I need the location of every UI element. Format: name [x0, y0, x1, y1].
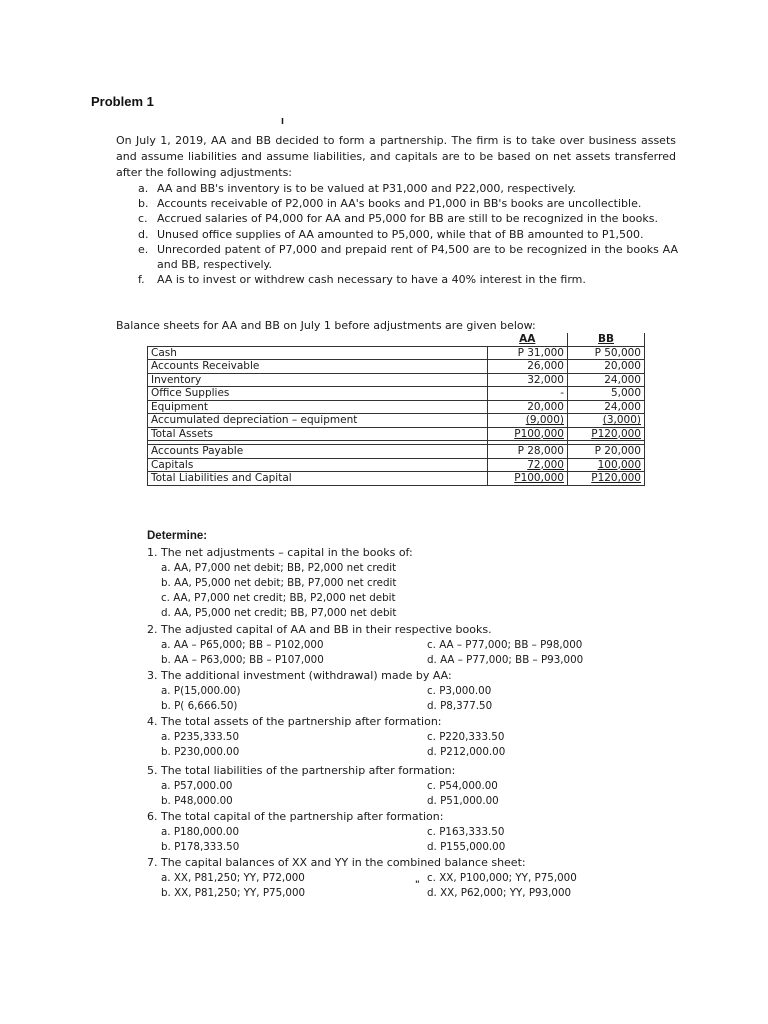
- bb-value: 100,000: [568, 458, 645, 472]
- bb-value: 5,000: [568, 387, 645, 401]
- question-1-option-a: a. AA, P7,000 net debit; BB, P2,000 net credit: [161, 562, 397, 574]
- balance-sheet-table: [147, 333, 645, 486]
- row-label: Accounts Payable: [148, 445, 488, 459]
- row-label: Capitals: [148, 458, 488, 472]
- adjustment-item: [116, 181, 678, 196]
- adjustment-item: [116, 242, 678, 272]
- balance-sheet-intro: Balance sheets for AA and BB on July 1 before adjustments are given below:: [116, 319, 536, 332]
- question-5-option-c: c. P54,000.00: [427, 780, 498, 792]
- question-5: 5. The total liabilities of the partnership after formation:: [147, 764, 456, 777]
- question-1-option-b: b. AA, P5,000 net debit; BB, P7,000 net credit: [161, 577, 397, 589]
- table-row: [148, 400, 645, 414]
- adjustment-text: Unrecorded patent of P7,000 and prepaid rent of P4,500 are to be recognized in the books AA and BB, respectively.: [157, 242, 678, 272]
- question-2-option-c: c. AA – P77,000; BB – P98,000: [427, 639, 583, 651]
- header-bb: BB: [568, 333, 645, 346]
- question-3-option-d: d. P8,377.50: [427, 700, 493, 712]
- header-blank: [148, 333, 488, 346]
- bb-total: P120,000: [568, 472, 645, 486]
- question-3-option-b: b. P( 6,666.50): [161, 700, 238, 712]
- row-label: Accounts Receivable: [148, 360, 488, 374]
- adjustment-item: [116, 196, 678, 211]
- adjustment-item: [116, 272, 678, 287]
- row-label: Total Assets: [148, 427, 488, 441]
- adjustment-text: Accrued salaries of P4,000 for AA and P5,000 for BB are still to be recognized in the books.: [157, 212, 658, 226]
- table-row: [148, 427, 645, 441]
- aa-value: (9,000): [488, 414, 568, 428]
- row-label: Inventory: [148, 373, 488, 387]
- header-aa: AA: [488, 333, 568, 346]
- question-7-option-c: c. XX, P100,000; YY, P75,000: [427, 872, 577, 884]
- adjustment-letter: c.: [138, 212, 148, 226]
- question-6-option-a: a. P180,000.00: [161, 826, 240, 838]
- question-2-option-d: d. AA – P77,000; BB – P93,000: [427, 654, 584, 666]
- question-4-option-c: c. P220,333.50: [427, 731, 505, 743]
- adjustment-text: Accounts receivable of P2,000 in AA's books and P1,000 in BB's books are uncollectible.: [157, 197, 642, 211]
- question-3: 3. The additional investment (withdrawal) made by AA:: [147, 669, 452, 682]
- aa-value: 72,000: [488, 458, 568, 472]
- aa-value: P 28,000: [488, 445, 568, 459]
- question-7-option-a: a. XX, P81,250; YY, P72,000: [161, 872, 305, 884]
- adjustment-item: [116, 227, 678, 242]
- question-6-option-d: d. P155,000.00: [427, 841, 506, 853]
- row-label: Accumulated depreciation – equipment: [148, 414, 488, 428]
- bb-value: 24,000: [568, 400, 645, 414]
- adjustment-letter: f.: [138, 273, 145, 287]
- table-row: [148, 360, 645, 374]
- row-label: Equipment: [148, 400, 488, 414]
- adjustments-list: [116, 181, 678, 287]
- adjustment-letter: a.: [138, 182, 149, 195]
- table-row: [148, 445, 645, 459]
- determine-heading: Determine:: [147, 530, 208, 542]
- aa-total: P100,000: [488, 472, 568, 486]
- adjustment-letter: b.: [138, 197, 149, 211]
- adjustment-letter: e.: [138, 242, 149, 256]
- aa-value: 26,000: [488, 360, 568, 374]
- question-2-option-b: b. AA – P63,000; BB – P107,000: [161, 654, 324, 666]
- question-6: 6. The total capital of the partnership after formation:: [147, 810, 444, 823]
- question-2-option-a: a. AA – P65,000; BB – P102,000: [161, 639, 324, 651]
- adjustment-item: [116, 211, 678, 226]
- aa-value: P 31,000: [488, 346, 568, 360]
- bb-value: (3,000): [568, 414, 645, 428]
- bb-value: 24,000: [568, 373, 645, 387]
- question-3-option-c: c. P3,000.00: [427, 685, 492, 697]
- bb-value: 20,000: [568, 360, 645, 374]
- question-6-option-b: b. P178,333.50: [161, 841, 240, 853]
- aa-value: 32,000: [488, 373, 568, 387]
- table-row: [148, 458, 645, 472]
- bb-total: P120,000: [568, 427, 645, 441]
- row-label: Office Supplies: [148, 387, 488, 401]
- problem-title: Problem 1: [91, 94, 154, 109]
- intro-paragraph: On July 1, 2019, AA and BB decided to form a partnership. The firm is to take over business assets and assume liabilities and assume liabilities, and capitals are to be based on net assets transferred after the following adjustments:: [116, 134, 676, 179]
- question-4-option-a: a. P235,333.50: [161, 731, 240, 743]
- question-2: 2. The adjusted capital of AA and BB in their respective books.: [147, 623, 492, 636]
- aa-total: P100,000: [488, 427, 568, 441]
- aa-value: -: [488, 387, 568, 401]
- bb-value: P 50,000: [568, 346, 645, 360]
- row-label: Cash: [148, 346, 488, 360]
- table-row: [148, 387, 645, 401]
- page-marker: I: [281, 117, 284, 126]
- adjustment-text: Unused office supplies of AA amounted to P5,000, while that of BB amounted to P1,500.: [157, 227, 644, 241]
- question-3-option-a: a. P(15,000.00): [161, 685, 241, 697]
- adjustment-text: AA is to invest or withdrew cash necessary to have a 40% interest in the firm.: [157, 273, 586, 287]
- question-4: 4. The total assets of the partnership after formation:: [147, 715, 442, 728]
- aa-value: 20,000: [488, 400, 568, 414]
- question-5-option-d: d. P51,000.00: [427, 795, 499, 807]
- question-6-option-c: c. P163,333.50: [427, 826, 505, 838]
- question-7-option-b: b. XX, P81,250; YY, P75,000: [161, 887, 306, 899]
- table-header-row: [148, 333, 645, 346]
- row-label: Total Liabilities and Capital: [148, 472, 488, 486]
- question-1-option-c: c. AA, P7,000 net credit; BB, P2,000 net debit: [161, 592, 396, 604]
- table-row: [148, 472, 645, 486]
- bb-value: P 20,000: [568, 445, 645, 459]
- question-5-option-b: b. P48,000.00: [161, 795, 233, 807]
- question-1: 1. The net adjustments – capital in the books of:: [147, 546, 413, 559]
- question-7: 7. The capital balances of XX and YY in the combined balance sheet:: [147, 856, 526, 869]
- table-row: [148, 414, 645, 428]
- table-row: [148, 373, 645, 387]
- table-row: [148, 346, 645, 360]
- question-4-option-d: d. P212,000.00: [427, 746, 506, 758]
- adjustment-letter: d.: [138, 227, 149, 241]
- adjustment-text: AA and BB's inventory is to be valued at P31,000 and P22,000, respectively.: [157, 182, 577, 195]
- question-1-option-d: d. AA, P5,000 net credit; BB, P7,000 net debit: [161, 607, 397, 619]
- question-4-option-b: b. P230,000.00: [161, 746, 240, 758]
- question-7-option-d: d. XX, P62,000; YY, P93,000: [427, 887, 572, 899]
- question-5-option-a: a. P57,000.00: [161, 780, 233, 792]
- footer-mark: ": [415, 880, 420, 890]
